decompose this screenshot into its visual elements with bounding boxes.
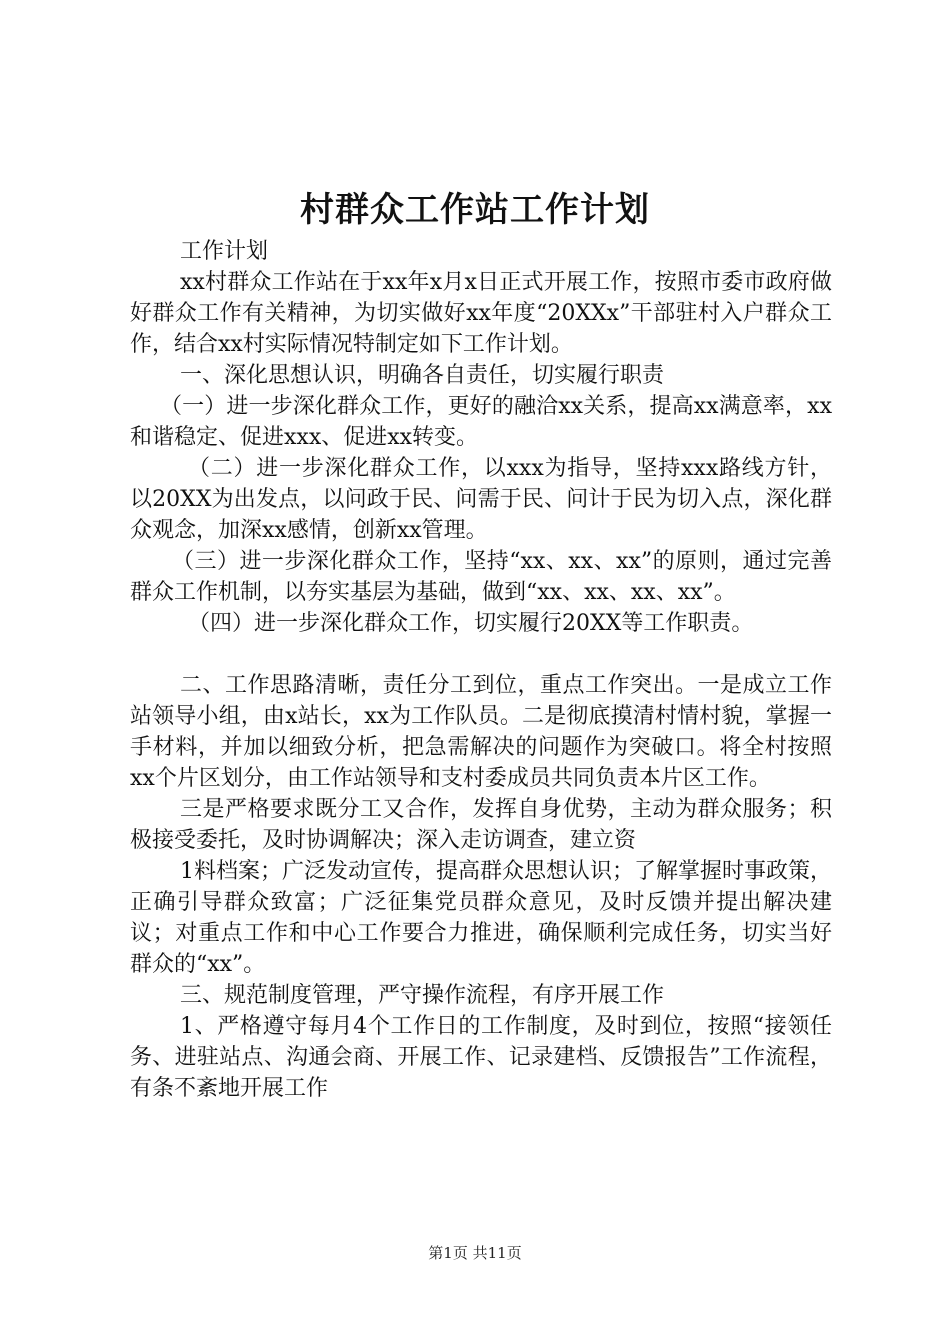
document-body: [130, 236, 832, 1104]
paragraph-item-3: （三）进一步深化群众工作，坚持“xx、xx、xx”的原则，通过完善群众工作机制，以夯实基层为基础，做到“xx、xx、xx、xx”。: [130, 549, 832, 605]
paragraph-item-1: （一）进一步深化群众工作，更好的融洽xx关系，提高xx满意率，xx和谐稳定、促进xxx、促进xx转变。: [130, 394, 832, 450]
paragraph-duties: 三是严格要求既分工又合作，发挥自身优势，主动为群众服务；积极接受委托，及时协调解决；深入走访调查，建立资: [130, 797, 832, 853]
blank-line: [130, 639, 832, 670]
section-heading-1: 一、深化思想认识，明确各自责任，切实履行职责: [180, 363, 665, 388]
section-heading-2: 二、工作思路清晰，责任分工到位，重点工作突出。一是成立工作站领导小组，由x站长，xx为工作队员。二是彻底摸清村情村貌，掌握一手材料，并加以细致分析，把急需解决的问题作为突破口。将全村按照xx个片区划分，由工作站领导和支村委成员共同负责本片区工作。: [130, 673, 832, 791]
paragraph-duties-continued: 1料档案；广泛发动宣传，提高群众思想认识；了解掌握时事政策，正确引导群众致富；广泛征集党员群众意见，及时反馈并提出解决建议；对重点工作和中心工作要合力推进，确保顺利完成任务，切实当好群众的“xx”。: [130, 859, 832, 977]
paragraph-intro: xx村群众工作站在于xx年x月x日正式开展工作，按照市委市政府做好群众工作有关精神，为切实做好xx年度“20XXx”干部驻村入户群众工作，结合xx村实际情况特制定如下工作计划。: [130, 270, 832, 357]
paragraph-rule-1: 1、严格遵守每月4个工作日的工作制度，及时到位，按照“接领任务、进驻站点、沟通会商、开展工作、记录建档、反馈报告”工作流程，有条不紊地开展工作: [130, 1014, 832, 1101]
page-number-footer: 第1页 共11页: [428, 1244, 522, 1262]
paragraph-item-4: （四）进一步深化群众工作，切实履行20XX等工作职责。: [188, 611, 754, 636]
paragraph-item-2: （二）进一步深化群众工作，以xxx为指导，坚持xxx路线方针，以20XX为出发点，以问政于民、问需于民、问计于民为切入点，深化群众观念，加深xx感情，创新xx管理。: [130, 456, 832, 543]
section-heading-3: 三、规范制度管理，严守操作流程，有序开展工作: [180, 983, 665, 1008]
document-title: 村群众工作站工作计划: [300, 190, 650, 230]
paragraph-subtitle: 工作计划: [180, 239, 269, 264]
